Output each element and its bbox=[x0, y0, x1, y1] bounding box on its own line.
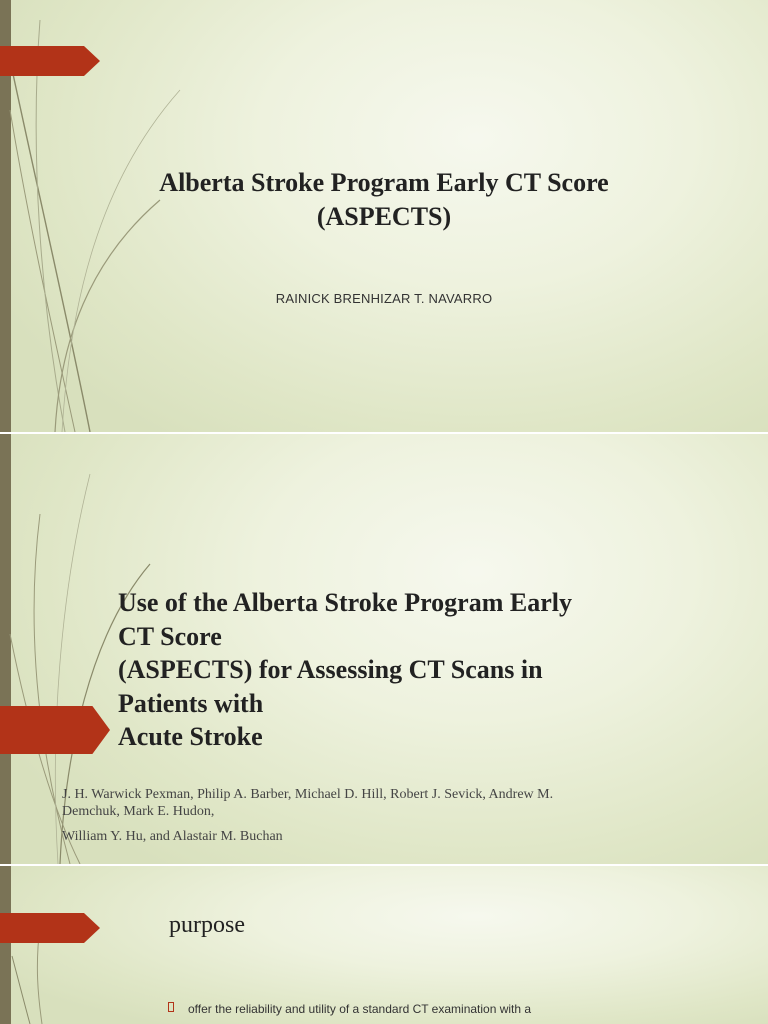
left-band bbox=[0, 866, 11, 1024]
bullet-text: offer the reliability and utility of a standard CT examination with a bbox=[188, 1002, 532, 1016]
authors-line: William Y. Hu, and Alastair M. Buchan bbox=[62, 829, 283, 844]
decorative-swoosh bbox=[0, 866, 768, 1024]
slide-title-line-2: (ASPECTS) bbox=[316, 202, 452, 231]
paper-title bbox=[118, 586, 638, 754]
presenter-name: RAINICK BRENHIZAR T. NAVARRO bbox=[275, 291, 493, 306]
slide-title-line-1: Alberta Stroke Program Early CT Score bbox=[159, 168, 609, 197]
section-tab bbox=[0, 706, 110, 754]
slide-purpose bbox=[0, 866, 768, 1024]
paper-title-line: Patients with bbox=[118, 688, 264, 718]
section-tab bbox=[0, 913, 100, 943]
slide-title bbox=[0, 0, 768, 432]
section-tab bbox=[0, 46, 100, 76]
left-band bbox=[0, 434, 11, 864]
paper-authors bbox=[62, 786, 562, 853]
authors-line: J. H. Warwick Pexman, Philip A. Barber, Michael D. Hill, Robert J. Sevick, Andrew M. Demchuk, Mark E. Hudon, bbox=[62, 787, 554, 819]
paper-title-line: (ASPECTS) for Assessing CT Scans in bbox=[118, 655, 543, 684]
section-heading: purpose bbox=[169, 912, 245, 938]
paper-title-line: Use of the Alberta Stroke Program Early bbox=[118, 588, 572, 617]
paper-title-line: CT Score bbox=[118, 621, 222, 651]
bullet-item bbox=[168, 1002, 728, 1016]
bullet-square-icon bbox=[168, 1002, 174, 1012]
paper-title-line: Acute Stroke bbox=[118, 722, 263, 751]
slide-paper-reference bbox=[0, 434, 768, 864]
